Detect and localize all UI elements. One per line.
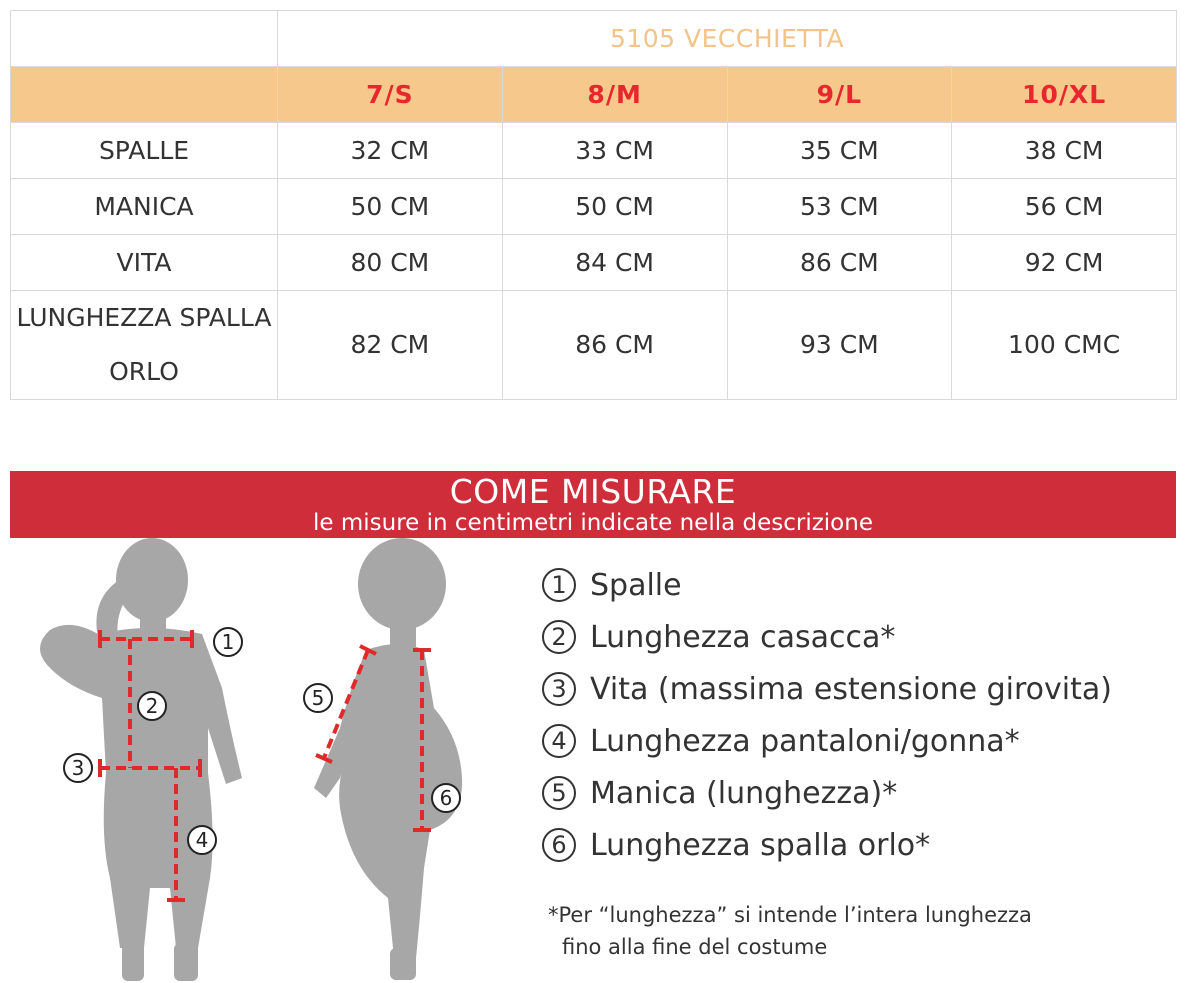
marker-6: 6 xyxy=(439,786,453,810)
size-header: 9/L xyxy=(727,67,952,123)
size-table xyxy=(10,10,1177,400)
table-row xyxy=(11,123,1177,179)
row-label-line: ORLO xyxy=(109,357,179,386)
empty-corner-cell xyxy=(11,11,278,67)
table-cell: 38 CM xyxy=(952,123,1177,179)
table-cell: 80 CM xyxy=(278,235,503,291)
marker-5: 5 xyxy=(311,686,325,710)
table-cell: 33 CM xyxy=(502,123,727,179)
footnote-line: *Per “lunghezza” si intende l’intera lunghezza xyxy=(548,903,1032,927)
table-cell: 92 CM xyxy=(952,235,1177,291)
row-label: MANICA xyxy=(11,179,278,235)
legend-item xyxy=(542,819,1182,871)
table-cell: 86 CM xyxy=(727,235,952,291)
legend-number: 2 xyxy=(542,620,576,654)
legend-label: Manica (lunghezza)* xyxy=(590,775,898,811)
legend-number: 3 xyxy=(542,672,576,706)
length-footnote xyxy=(548,899,1188,963)
legend-number: 5 xyxy=(542,776,576,810)
guide-subtitle: le misure in centimetri indicate nella descrizione xyxy=(313,510,873,536)
child-figures-illustration xyxy=(10,538,510,983)
how-to-measure-guide xyxy=(10,471,1176,983)
legend-label: Vita (massima estensione girovita) xyxy=(590,671,1112,707)
table-cell: 32 CM xyxy=(278,123,503,179)
table-row xyxy=(11,179,1177,235)
legend-item xyxy=(542,663,1182,715)
row-label-line: LUNGHEZZA SPALLA xyxy=(16,303,272,332)
legend-label: Lunghezza casacca* xyxy=(590,619,896,655)
size-header: 10/XL xyxy=(952,67,1177,123)
legend-item xyxy=(542,767,1182,819)
legend-number: 4 xyxy=(542,724,576,758)
row-label xyxy=(11,291,278,400)
marker-1: 1 xyxy=(221,630,235,654)
table-row xyxy=(11,235,1177,291)
table-row xyxy=(11,291,1177,400)
table-cell: 56 CM xyxy=(952,179,1177,235)
empty-header-cell xyxy=(11,67,278,123)
footnote-line: fino alla fine del costume xyxy=(562,935,828,959)
legend-label: Spalle xyxy=(590,567,682,603)
size-header: 8/M xyxy=(502,67,727,123)
size-header: 7/S xyxy=(278,67,503,123)
table-title-row xyxy=(11,11,1177,67)
table-cell: 53 CM xyxy=(727,179,952,235)
table-cell: 82 CM xyxy=(278,291,503,400)
guide-title: COME MISURARE xyxy=(449,472,737,511)
table-cell: 50 CM xyxy=(278,179,503,235)
marker-3: 3 xyxy=(71,756,85,780)
row-label: VITA xyxy=(11,235,278,291)
side-child-silhouette xyxy=(311,538,462,980)
guide-banner xyxy=(10,471,1176,538)
legend-label: Lunghezza pantaloni/gonna* xyxy=(590,723,1020,759)
table-cell: 35 CM xyxy=(727,123,952,179)
legend-number: 6 xyxy=(542,828,576,862)
table-cell: 100 CMC xyxy=(952,291,1177,400)
size-header-row xyxy=(11,67,1177,123)
table-cell: 84 CM xyxy=(502,235,727,291)
legend-label: Lunghezza spalla orlo* xyxy=(590,827,931,863)
legend-item xyxy=(542,559,1182,611)
table-cell: 50 CM xyxy=(502,179,727,235)
product-title: 5105 VECCHIETTA xyxy=(278,11,1177,67)
row-label: SPALLE xyxy=(11,123,278,179)
table-cell: 93 CM xyxy=(727,291,952,400)
marker-4: 4 xyxy=(195,828,209,852)
legend-item xyxy=(542,611,1182,663)
legend-item xyxy=(542,715,1182,767)
table-cell: 86 CM xyxy=(502,291,727,400)
legend-number: 1 xyxy=(542,568,576,602)
measure-legend xyxy=(542,559,1182,871)
marker-2: 2 xyxy=(145,694,159,718)
